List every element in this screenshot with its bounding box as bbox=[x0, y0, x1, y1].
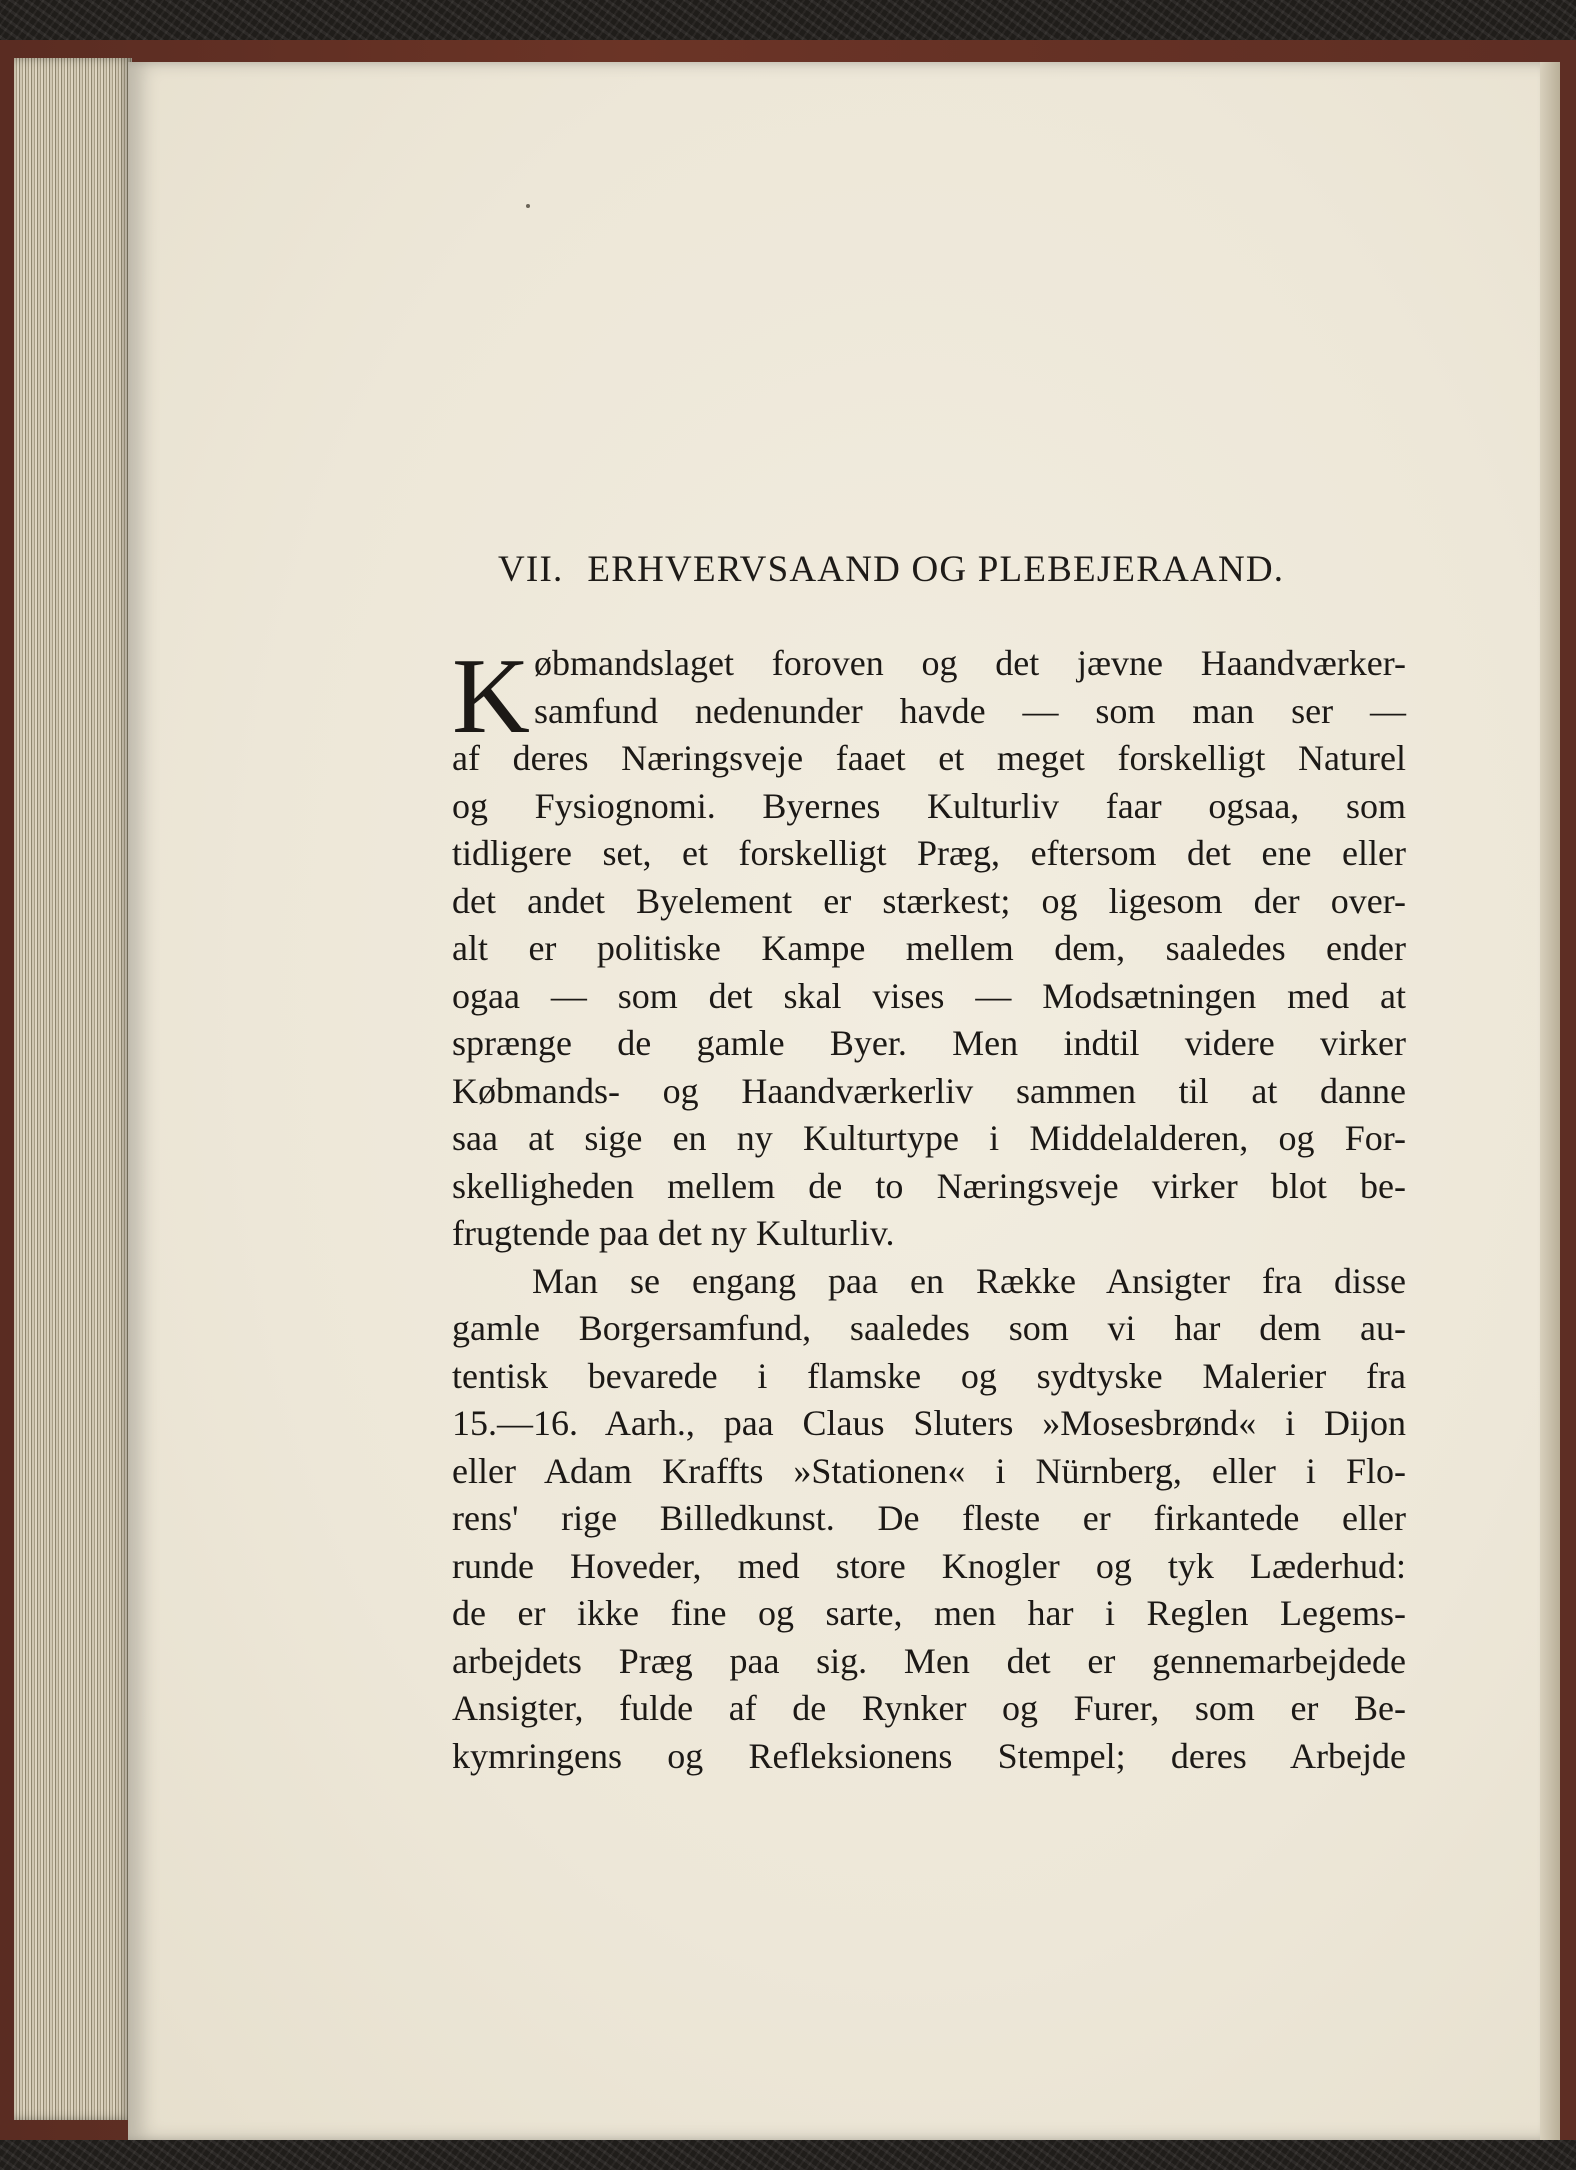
text-line: tidligere set, et forskelligt Præg, eftersom det ene eller bbox=[452, 833, 1406, 873]
text-line: samfund nedenunder havde — som man ser — bbox=[534, 690, 1406, 731]
text-line: arbejdets Præg paa sig. Men det er gennemarbejdede bbox=[452, 1640, 1406, 1681]
text-line: kymringens og Refleksionens Stempel; deres Arbejde bbox=[452, 1735, 1406, 1776]
paragraph-2 bbox=[452, 1258, 1406, 1781]
body-text bbox=[452, 637, 1406, 1780]
text-line: saa at sige en ny Kulturtype i Middelalderen, og For- bbox=[452, 1118, 1406, 1158]
text-line: runde Hoveder, med store Knogler og tyk Læderhud: bbox=[452, 1545, 1406, 1586]
text-line: og Fysiognomi. Byernes Kulturliv faar ogsaa, som bbox=[452, 785, 1406, 826]
text-line: sprænge de gamle Byer. Men indtil videre virker bbox=[452, 1023, 1406, 1063]
chapter-heading bbox=[498, 548, 1348, 591]
text-line: de er ikke fine og sarte, men har i Reglen Legems- bbox=[452, 1593, 1406, 1633]
text-line: 15.—16. Aarh., paa Claus Sluters »Mosesbrønd« i Dijon bbox=[452, 1403, 1406, 1443]
text-line: tentisk bevarede i flamske og sydtyske Malerier fra bbox=[452, 1355, 1406, 1396]
text-line: Man se engang paa en Række Ansigter fra disse bbox=[532, 1260, 1406, 1301]
text-line: gamle Borgersamfund, saaledes som vi har dem au- bbox=[452, 1308, 1406, 1348]
text-line: ogaa — som det skal vises — Modsætningen med at bbox=[452, 975, 1406, 1016]
text-line: alt er politiske Kampe mellem dem, saaledes ender bbox=[452, 928, 1406, 968]
text-line: øbmandslaget foroven og det jævne Haandværker- bbox=[534, 643, 1406, 683]
text-line: af deres Næringsveje faaet et meget forskelligt Naturel bbox=[452, 738, 1406, 778]
paragraph-1 bbox=[452, 637, 1406, 1258]
text-line: Ansigter, fulde af de Rynker og Furer, som er Be- bbox=[452, 1688, 1406, 1728]
page-edges bbox=[14, 58, 132, 2120]
chapter-title: ERHVERVSAAND OG PLEBEJERAAND. bbox=[587, 549, 1285, 590]
text-line: det andet Byelement er stærkest; og ligesom der over- bbox=[452, 880, 1406, 921]
page-right-edge bbox=[1540, 62, 1560, 2140]
text-line: rens' rige Billedkunst. De fleste er firkantede eller bbox=[452, 1498, 1406, 1538]
text-line: frugtende paa det ny Kulturliv. bbox=[452, 1213, 895, 1253]
text-line: Købmands- og Haandværkerliv sammen til at danne bbox=[452, 1070, 1406, 1111]
chapter-number: VII. bbox=[498, 549, 564, 590]
text-line: skelligheden mellem de to Næringsveje virker blot be- bbox=[452, 1165, 1406, 1206]
page-speck bbox=[526, 204, 530, 208]
text-line: eller Adam Kraffts »Stationen« i Nürnberg, eller i Flo- bbox=[452, 1450, 1406, 1491]
drop-cap: K bbox=[452, 637, 530, 756]
